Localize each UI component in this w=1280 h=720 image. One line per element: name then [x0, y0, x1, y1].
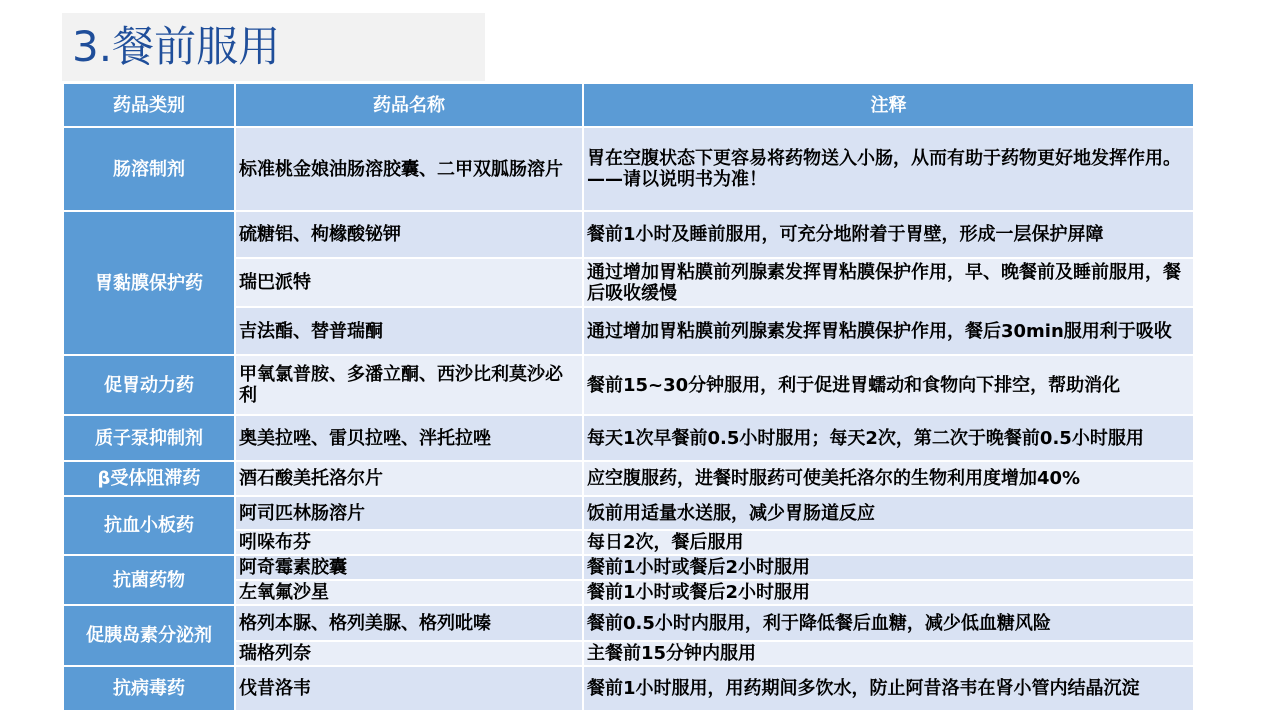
table-row	[63, 666, 1194, 711]
note-cell: 饭前用适量水送服，减少胃肠道反应	[583, 496, 1194, 530]
note-cell: 餐前1小时或餐后2小时服用	[583, 580, 1194, 605]
category-cell: 质子泵抑制剂	[63, 415, 235, 461]
table-row	[63, 605, 1194, 641]
category-cell: 肠溶制剂	[63, 127, 235, 211]
note-cell: 餐前1小时服用，用药期间多饮水，防止阿昔洛韦在肾小管内结晶沉淀	[583, 666, 1194, 711]
note-cell: 餐前1小时及睡前服用，可充分地附着于胃壁，形成一层保护屏障	[583, 211, 1194, 258]
drug-name-cell: 阿奇霉素胶囊	[235, 555, 583, 580]
drug-name-cell: 左氧氟沙星	[235, 580, 583, 605]
note-cell: 应空腹服药，进餐时服药可使美托洛尔的生物利用度增加40%	[583, 461, 1194, 496]
drug-table	[62, 82, 1195, 712]
table-row	[63, 127, 1194, 211]
drug-name-cell: 吲哚布芬	[235, 530, 583, 555]
drug-name-cell: 瑞巴派特	[235, 258, 583, 307]
note-cell: 通过增加胃粘膜前列腺素发挥胃粘膜保护作用，早、晚餐前及睡前服用，餐后吸收缓慢	[583, 258, 1194, 307]
drug-name-cell: 奥美拉唑、雷贝拉唑、泮托拉唑	[235, 415, 583, 461]
drug-name-cell: 瑞格列奈	[235, 641, 583, 666]
table-row	[63, 211, 1194, 258]
note-cell: 每日2次，餐后服用	[583, 530, 1194, 555]
drug-name-cell: 吉法酯、替普瑞酮	[235, 307, 583, 355]
category-cell: β受体阻滞药	[63, 461, 235, 496]
note-disclaimer: ——请以说明书为准！	[587, 169, 767, 190]
table-header-row	[63, 83, 1194, 127]
category-cell: 促胃动力药	[63, 355, 235, 415]
category-cell: 胃黏膜保护药	[63, 211, 235, 355]
drug-name-cell: 标准桃金娘油肠溶胶囊、二甲双胍肠溶片	[235, 127, 583, 211]
category-cell: 抗血小板药	[63, 496, 235, 555]
header-name: 药品名称	[235, 83, 583, 127]
drug-name-cell: 硫糖铝、枸橼酸铋钾	[235, 211, 583, 258]
note-cell: 每天1次早餐前0.5小时服用；每天2次，第二次于晚餐前0.5小时服用	[583, 415, 1194, 461]
note-cell: 通过增加胃粘膜前列腺素发挥胃粘膜保护作用，餐后30min服用利于吸收	[583, 307, 1194, 355]
table-row	[63, 415, 1194, 461]
drug-name-cell: 酒石酸美托洛尔片	[235, 461, 583, 496]
category-cell: 抗病毒药	[63, 666, 235, 711]
page-title: 3.餐前服用	[72, 22, 281, 71]
note-cell: 主餐前15分钟内服用	[583, 641, 1194, 666]
table-row	[63, 496, 1194, 530]
table-row	[63, 355, 1194, 415]
table-row	[63, 555, 1194, 580]
drug-name-cell: 格列本脲、格列美脲、格列吡嗪	[235, 605, 583, 641]
drug-name-cell: 阿司匹林肠溶片	[235, 496, 583, 530]
note-cell: 餐前1小时或餐后2小时服用	[583, 555, 1194, 580]
category-cell: 促胰岛素分泌剂	[63, 605, 235, 666]
note-cell: 餐前15~30分钟服用，利于促进胃蠕动和食物向下排空，帮助消化	[583, 355, 1194, 415]
note-cell: 餐前0.5小时内服用，利于降低餐后血糖，减少低血糖风险	[583, 605, 1194, 641]
table-row	[63, 461, 1194, 496]
header-note: 注释	[583, 83, 1194, 127]
note-text: 胃在空腹状态下更容易将药物送入小肠，从而有助于药物更好地发挥作用。	[587, 148, 1181, 169]
note-cell	[583, 127, 1194, 211]
category-cell: 抗菌药物	[63, 555, 235, 605]
header-category: 药品类别	[63, 83, 235, 127]
title-box	[62, 13, 485, 81]
drug-name-cell: 甲氧氯普胺、多潘立酮、西沙比利莫沙必利	[235, 355, 583, 415]
drug-name-cell: 伐昔洛韦	[235, 666, 583, 711]
